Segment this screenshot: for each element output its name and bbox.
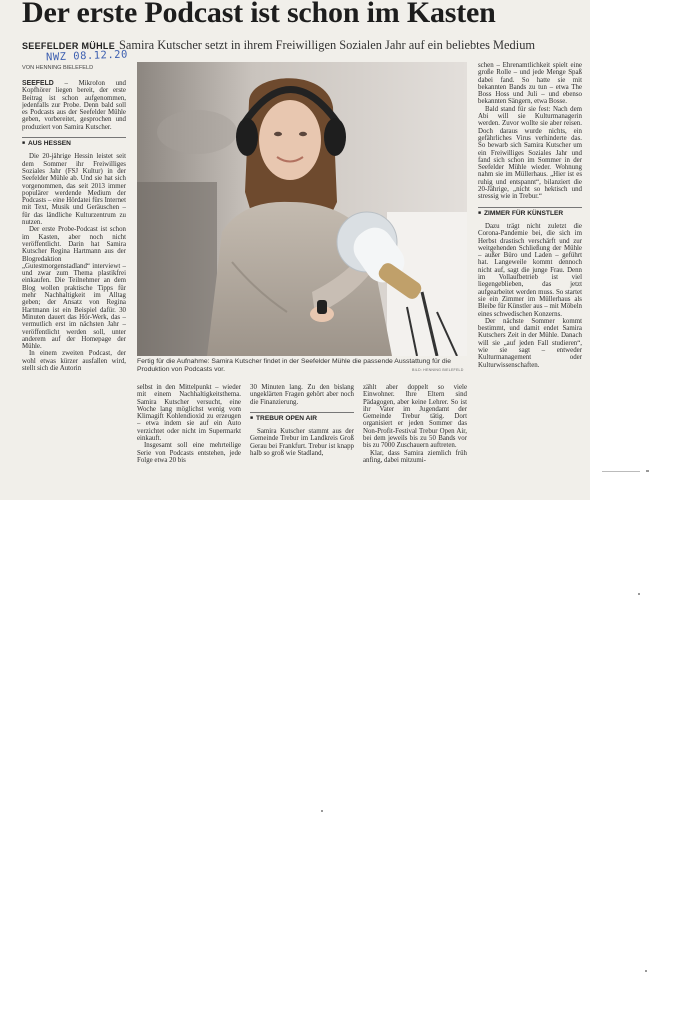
paragraph: Der nächste Sommer kommt bestimmt, und damit endet Samira Kutschers Zeit in der Mühle. Danach will sie „auf jeden Fall studieren“, wie sie sagt – entweder Kulturmanagement oder Kulturwissenschaften. bbox=[478, 317, 582, 369]
paragraph: In einem zweiten Podcast, der wohl etwas kürzer ausfallen wird, stellt sich die Autorin bbox=[22, 350, 126, 372]
kicker: SEEFELDER MÜHLE bbox=[22, 41, 116, 51]
photo-caption: Fertig für die Aufnahme: Samira Kutscher findet in der Seefelder Mühle die passende Ausstattung für die Produktion von Podcasts vor. bbox=[137, 358, 451, 373]
photo-credit: BILD: HENNING BIELEFELD bbox=[412, 368, 464, 372]
subheadline: Samira Kutscher setzt in ihrem Freiwilligen Sozialen Jahr auf ein beliebtes Medium bbox=[119, 38, 536, 52]
paragraph: schen – Ehrenamtlichkeit spielt eine große Rolle – und jede Menge Spaß dabei fand. So hatte sie mit bekannten Bands zu tun – etwa The Boss Hoss und Juli – und ebenso bekannten Sängern, etwa Bosse. bbox=[478, 62, 582, 106]
paragraph: selbst in den Mittelpunkt – wieder mit einem Nachhaltigkeitsthema. Samira Kutscher versucht, eine Woche lang möglichst wenig vom Klimagift Kohlendioxid zu erzeugen – etwa indem sie auf ein Auto verzichtet oder nicht im Supermarkt einkauft. bbox=[137, 384, 241, 443]
section-heading-aus-hessen: ■ AUS HESSEN bbox=[22, 137, 126, 148]
paragraph: Die 20-jährige Hessin leistet seit dem Sommer ihr Freiwilliges Soziales Jahr (FSJ Kultur) in der Seefelder Mühle ab. Und sie hat sich vorgenommen, das seit 2013 immer populärer werdende Medium der Podcasts – eine Hördatei fürs Internet mit Text, Musik und Geräuschen – für das ländliche Kulturzentrum zu nutzen. bbox=[22, 153, 126, 227]
scan-artifact bbox=[645, 970, 647, 972]
column-5 bbox=[478, 62, 582, 500]
photo-illustration bbox=[137, 62, 467, 356]
paragraph: Insgesamt soll eine mehrteilige Serie von Podcasts entstehen, jede Folge etwa 20 bis bbox=[137, 442, 241, 464]
headline: Der erste Podcast ist schon im Kasten bbox=[22, 0, 496, 29]
handwritten-date: NWZ 08.12.20 bbox=[45, 48, 129, 64]
scan-artifact bbox=[638, 593, 640, 595]
scan-artifact bbox=[602, 471, 640, 472]
paragraph: Samira Kutscher stammt aus der Gemeinde Trebur im Landkreis Groß Gerau bei Frankfurt. Trebur ist knapp halb so groß wie Stadland, bbox=[250, 428, 354, 458]
intro-text: – Mikrofon und Kopfhörer liegen bereit, der erste Beitrag ist schon aufgenommen, jedenfalls zur Probe. Denn bald soll es Podcasts aus der Seefelder Mühle geben, vorbereitet, gesprochen und produziert von Samira Kutscher. bbox=[22, 80, 126, 131]
section-heading-trebur: ■ TREBUR OPEN AIR bbox=[250, 412, 354, 423]
newspaper-clipping bbox=[0, 0, 590, 500]
column-2 bbox=[137, 384, 241, 500]
scan-artifact bbox=[646, 470, 649, 472]
column-1 bbox=[22, 80, 126, 500]
author-line: VON HENNING BIELEFELD bbox=[22, 65, 94, 71]
paragraph: 30 Minuten lang. Zu den bislang ungeklärten Fragen gehört aber noch die Finanzierung. bbox=[250, 384, 354, 406]
scan-artifact bbox=[321, 810, 323, 812]
section-heading-zimmer: ■ ZIMMER FÜR KÜNSTLER bbox=[478, 207, 582, 218]
paragraph: Dazu trägt nicht zuletzt die Corona-Pandemie bei, die sich im Herbst drastisch verschärft und zur weitgehenden Schließung der Mühle – außer Büro und Laden – geführt hat. Langeweile kommt dennoch nicht auf, sagt die junge Frau. Denn im Vollaufbetrieb ist viel liegengeblieben, das jetzt aufgearbeitet werden muss. So startet sie ein Zimmer im Müllerhaus als Bleibe für Künstler aus – mit Möbeln eines schwedischen Konzerns. bbox=[478, 222, 582, 318]
column-3 bbox=[250, 384, 354, 500]
intro-paragraph bbox=[22, 80, 126, 131]
paragraph: Klar, dass Samira ziemlich früh anfing, dabei mitzumi- bbox=[363, 449, 467, 464]
dateline: SEEFELD bbox=[22, 80, 54, 87]
paragraph: zählt aber doppelt so viele Einwohner. Ihre Eltern sind Pädagogen, aber keine Lehrer. So ist ihr Vater im Jugendamt der Gemeinde Trebur tätig. Dort organisiert er jeden Sommer das Non-Profit-Festival Trebur Open Air, bei dem jeweils bis zu 50 Bands vor bis zu 7000 Zuschauern auftreten. bbox=[363, 384, 467, 450]
column-4 bbox=[363, 384, 467, 500]
paragraph: Bald stand für sie fest: Nach dem Abi will sie Kulturmanagerin werden. Zuvor wollte sie aber reisen. Doch daraus wurde nichts, ein gefährliches Virus verhinderte das. So bewarb sich Samira Kutscher um ein Freiwilliges Soziales Jahr und fand sich schon im Sommer in der Seefelder Mühle wieder. Wohnung nahm sie im Müllerhaus. „Hier ist es ruhig und entspannt“, bilanziert die 20-Jährige, „nicht so hektisch und stressig wie in Trebur.“ bbox=[478, 105, 582, 201]
article-photo bbox=[137, 62, 467, 356]
paragraph: Der erste Probe-Podcast ist schon im Kasten, aber noch nicht veröffentlicht. Darin hat Samira Kutscher Regina Hartmann aus der Blogredaktion „Gutestmorgenstadland“ interviewt – und zwar zum Thema plastikfrei einkaufen. Die Teilnehmer an dem Blog wollen praktische Tipps für mehr Nachhaltigkeit im Alltag geben; der Ansatz von Regina Hartmann ist ein Beispiel dafür. 30 Minuten dauert das Hör-Werk, das – vermutlich erst im nächsten Jahr – veröffentlicht werden soll, unter anderem auf der Homepage der Mühle. bbox=[22, 226, 126, 351]
